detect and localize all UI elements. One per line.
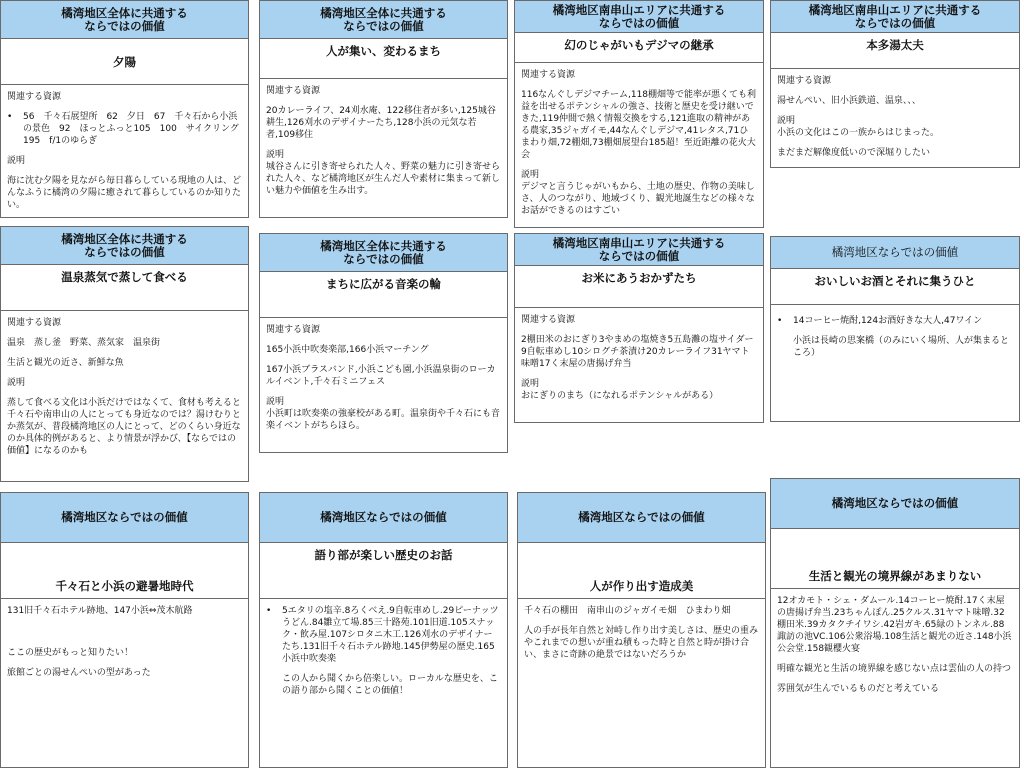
value-card (514, 0, 764, 228)
card-title: 生活と観光の境界線があまりない (771, 529, 1019, 589)
resources-text: 14コーヒー焼酎,124お酒好きな大人,47ワイン (793, 316, 983, 326)
value-card (517, 492, 766, 768)
explanation-text: 蒸して食べる文化は小浜だけではなくて、食材も考えると千々石や南串山の人にとっても身近なのでは？湯けむりとか蒸気が、普段橘湾地区の人にとって、どのくらい身近なのか具体的例があると、より情景が浮かび、【ならではの価値】になるのかも (7, 398, 241, 456)
card-body (1, 311, 248, 481)
card-header: 橘湾地区ならではの価値 (771, 479, 1019, 529)
card-title: 人が作り出す造成美 (518, 543, 765, 599)
explanation-label: 説明 (521, 170, 540, 180)
card-header: 橘湾地区ならではの価値 (771, 237, 1019, 269)
note-text: 旅館ごとの湯せんぺいの型があった (7, 668, 151, 678)
resources-label: 関連する資源 (7, 92, 62, 102)
resources-label: 関連する資源 (266, 325, 321, 335)
card-body (260, 599, 507, 767)
note-text: 小浜は長崎の思案橋（のみにいく場所、人が集まるところ） (793, 336, 1010, 358)
card-title: 人が集い、変わるまち (260, 39, 507, 79)
card-title: お米にあうおかずたち (515, 266, 763, 308)
note-text: 雰囲気が生んでいるものだと考えている (777, 684, 940, 694)
value-card (259, 0, 508, 218)
note-text: この人から聞くから倍楽しい。ローカルな歴史を、この語り部から聞くことの価値！ (282, 674, 498, 696)
resources-text: 温泉 蒸し釜 野菜、蒸気家 温泉街 (7, 338, 161, 348)
explanation-label: 説明 (266, 150, 285, 160)
card-title: まちに広がる音楽の輪 (260, 272, 507, 318)
card-body (518, 599, 765, 767)
resources-label: 関連する資源 (521, 70, 576, 80)
resources-text: 千々石の棚田 南串山のジャガイモ畑 ひまわり畑 (524, 606, 731, 616)
card-header: 橘湾地区南串山エリアに共通する ならではの価値 (515, 1, 763, 33)
value-card (0, 492, 249, 768)
card-title: 本多湯太夫 (771, 33, 1019, 69)
explanation-label: 説明 (266, 397, 285, 407)
value-card (770, 236, 1020, 422)
card-title: 温泉蒸気で蒸して食べる (1, 265, 248, 311)
resources-text: 12オカモト・シェ・ダムール.14コーヒー焼酎.17く末屋の唐揚げ弁当.23ちゃんぽん.25クルス.31ヤマト味噌.32棚田米.39カタクチイワシ.42岩ガキ.65緑のトンネル.88諏訪の池VC.106公衆浴場.108生活と観光の近さ.148小浜公会堂.158観櫻火宴 (777, 596, 1012, 654)
card-title: おいしいお酒とそれに集うひと (771, 269, 1019, 305)
resources-text: 165小浜中吹奏楽部,166小浜マーチング (266, 345, 429, 355)
note-text: 167小浜ブラスバンド,小浜こども園,小浜温泉街のローカルイベント,千々石ミニフェス (266, 365, 496, 387)
card-body (771, 589, 1019, 767)
explanation-label: 説明 (521, 379, 540, 389)
card-title: 幻のじゃがいもデジマの継承 (515, 33, 763, 63)
card-header: 橘湾地区南串山エリアに共通する ならではの価値 (515, 234, 763, 266)
card-header: 橘湾地区ならではの価値 (518, 493, 765, 543)
resources-text: 5エタリの塩辛.8ろくべえ.9自転車めし.29ピーナッツうどん.84雛立て場.85三十路苑.101旧道.105スナック・飲み屋.107シロタニ木工.126刈水のデザイナーたち.131旧千々石ホテル跡地.145伊勢屋の歴史.165小浜中吹奏楽 (282, 606, 499, 664)
note-text: まだまだ解像度低いので深堀りしたい (777, 148, 931, 158)
resources-label: 関連する資源 (7, 318, 62, 328)
explanation-text: デジマと言うじゃがいもから、土地の歴史、作物の美味しさ、人のつながり、地域づくり、観光地誕生などの様々なお話ができるのはすごい (521, 182, 755, 216)
explanation-label: 説明 (7, 378, 26, 388)
bullet-icon: • (266, 606, 272, 616)
card-body (1, 85, 248, 217)
value-card (770, 0, 1020, 168)
card-header: 橘湾地区ならではの価値 (260, 493, 507, 543)
explanation-text: 小浜町は吹奏楽の強豪校がある町。温泉街や千々石にも音楽イベントがちらほら。 (266, 409, 501, 431)
note-text: ここの歴史がもっと知りたい！ (7, 648, 134, 658)
card-title: 千々石と小浜の避暑地時代 (1, 543, 248, 599)
card-header: 橘湾地区全体に共通する ならではの価値 (260, 1, 507, 39)
card-body (771, 69, 1019, 167)
resources-label: 関連する資源 (777, 76, 832, 86)
resources-label: 関連する資源 (266, 86, 321, 96)
note-text: 明確な観光と生活の境界線を感じない点は雲仙の人の持つ (777, 664, 1012, 674)
value-card (770, 478, 1020, 768)
value-card (0, 226, 249, 482)
explanation-text: 海に沈む夕陽を見ながら毎日暮らしている現地の人は、どんなふうに橘湾の夕陽に癒されて暮らしているのか知りたい。 (7, 176, 242, 210)
explanation-text: 城谷さんに引き寄せられた人々、野菜の魅力に引き寄せられた人々、など橘湾地区が生んだ人や素材に集まって新しい魅力や価値を生み出す。 (266, 162, 501, 196)
explanation-text: おにぎりのまち（になれるポテンシャルがある） (521, 391, 719, 401)
card-body (515, 308, 763, 422)
card-body (1, 599, 248, 767)
value-card (514, 233, 764, 423)
explanation-label: 説明 (7, 156, 26, 166)
resources-text: 2棚田米のおにぎり3やまめの塩焼き5五島灘の塩サイダー9自転車めし10シログチ茶漬け20カレーライフ31ヤマト味噌17く末屋の唐揚げ弁当 (521, 335, 754, 369)
value-card (0, 0, 249, 218)
card-header: 橘湾地区全体に共通する ならではの価値 (260, 234, 507, 272)
card-header: 橘湾地区全体に共通する ならではの価値 (1, 1, 248, 39)
bullet-icon: • (7, 112, 13, 122)
card-header: 橘湾地区ならではの価値 (1, 493, 248, 543)
resources-text: 20カレーライフ、24刈水庵、122移住者が多い,125城谷耕生,126刈水のデザイナーたち,128小浜の元気な若者,109移住 (266, 106, 496, 140)
note-text: 人の手が長年自然と対峙し作り出す美しさは、歴史の重みやこれまでの想いが重ね積もった時と自然と時が掛け合い、まさに奇跡の絶景ではないだろうか (524, 626, 759, 660)
resources-text: 116なんぐしデジマチーム,118棚畑等で能率が悪くても利益を出せるポテンシャルの強さ、技術と歴史を受け継いできた,119仲間で熱く情報交換をする,121進取の精神がある農家,35ジャガイモ,44なんぐしデジマ,41レタス,71ひまわり畑,72棚畑,73棚畑展望台185超！至近距離の花火大会 (521, 90, 757, 160)
card-header: 橘湾地区全体に共通する ならではの価値 (1, 227, 248, 265)
card-body (771, 305, 1019, 421)
card-title: 語り部が楽しい歴史のお話 (260, 543, 507, 599)
card-body (260, 79, 507, 217)
resources-text: 131旧千々石ホテル跡地、147小浜⇔茂木航路 (7, 606, 193, 616)
explanation-text: 小浜の文化はこの一族からはじまった。 (777, 128, 940, 138)
value-card (259, 492, 508, 768)
explanation-label: 説明 (777, 116, 796, 126)
resources-text: 湯せんぺい、旧小浜鉄道、温泉、、、 (777, 96, 921, 106)
card-body (515, 63, 763, 227)
card-title: 夕陽 (1, 39, 248, 85)
resources-label: 関連する資源 (521, 315, 576, 325)
card-header: 橘湾地区南串山エリアに共通する ならではの価値 (771, 1, 1019, 33)
note-text: 生活と観光の近さ、新鮮な魚 (7, 358, 124, 368)
value-card (259, 233, 508, 453)
resources-text: 56 千々石展望所 62 夕日 67 千々石から小浜の景色 92 ほっとふっと105 100 サイクリング 195 f/1のゆらぎ (23, 112, 248, 146)
card-body (260, 318, 507, 452)
bullet-icon: • (777, 316, 783, 326)
